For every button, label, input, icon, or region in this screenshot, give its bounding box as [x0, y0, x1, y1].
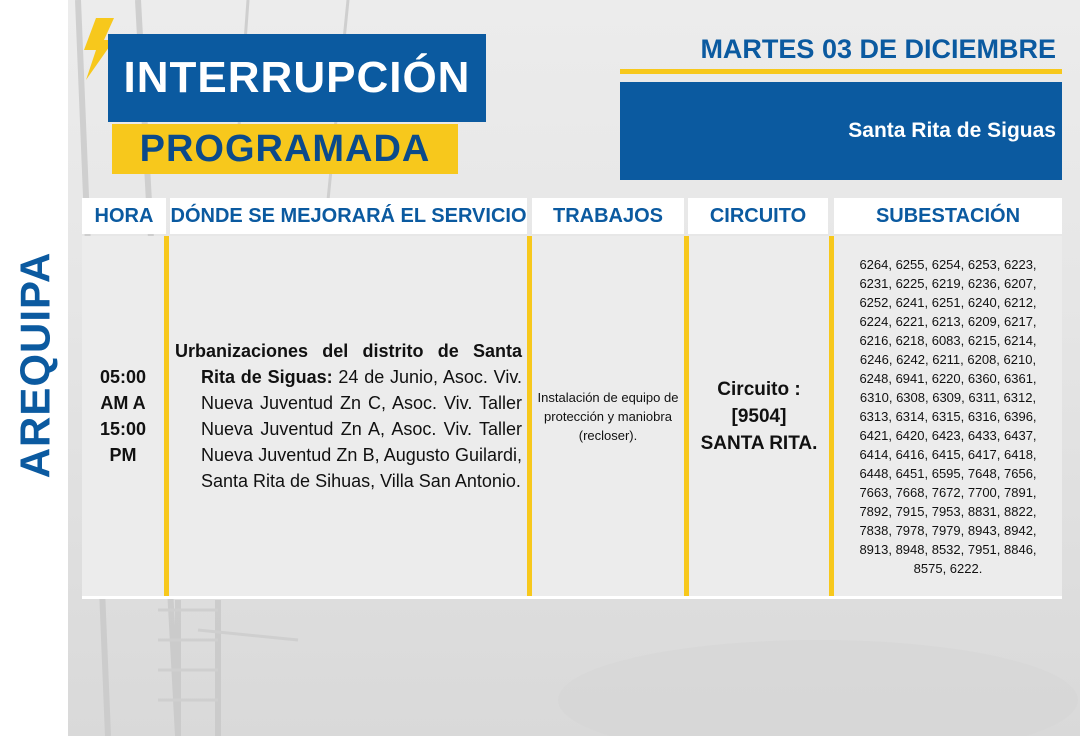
date-underline: [620, 69, 1062, 74]
cell-donde: [169, 236, 528, 596]
donde-bold: Urbanizaciones del distrito de Santa Rita de Siguas:: [175, 341, 522, 387]
region-label: [10, 250, 60, 480]
hora-text: [100, 364, 146, 468]
header-circuito: CIRCUITO: [688, 198, 828, 234]
cell-subestacion: [834, 236, 1062, 596]
place-label: Santa Rita de Siguas: [848, 119, 1056, 142]
title-line1: INTERRUPCIÓN: [108, 34, 486, 122]
donde-text: [169, 338, 528, 494]
header-donde: DÓNDE SE MEJORARÁ EL SERVICIO: [170, 198, 527, 234]
subestacion-text: 6264, 6255, 6254, 6253, 6223, 6231, 6225, 6219, 6236, 6207, 6252, 6241, 6251, 6240, 6212, 6224, 6221, 6213, 6209, 6217, 6216, 6218, 6083, 6215, 6214, 6246, 6242, 6211, 6208, 6210, 6248, 6941, 6220, 6360, 6361, 6310, 6308, 6309, 6311, 6312, 6313, 6314, 6315, 6316, 6396, 6421, 6420, 6423, 6433, 6437, 6414, 6416, 6415, 6417, 6418, 6448, 6451, 6595, 7648, 7656, 7663, 7668, 7672, 7700, 7891, 7892, 7915, 7953, 8831, 8822, 7838, 7978, 7979, 8943, 8942, 8913, 8948, 8532, 7951, 8846, 8575, 6222.: [859, 256, 1037, 576]
trabajos-text: Instalación de equipo de protección y maniobra (recloser).: [537, 389, 679, 443]
hora-line: PM: [109, 445, 137, 465]
hora-line: 15:00: [99, 419, 147, 439]
circuito-line: SANTA RITA.: [700, 432, 818, 454]
circuito-line: Circuito :: [717, 378, 801, 400]
cell-circuito: [689, 236, 829, 596]
date-label: MARTES 03 DE DICIEMBRE: [700, 34, 1056, 64]
header-subestacion: SUBESTACIÓN: [834, 198, 1062, 234]
region-text: AREQUIPA: [11, 251, 59, 479]
hora-line: 05:00: [99, 367, 147, 387]
table-bottom-line: [82, 596, 1062, 599]
header-trabajos: TRABAJOS: [532, 198, 684, 234]
circuito-text: [701, 376, 818, 457]
donde-list: 24 de Junio, Asoc. Viv. Nueva Juventud Zn C, Asoc. Viv. Taller Nueva Juventud Zn A, Asoc. Viv. Taller Nueva Juventud Zn B, Augusto Guilardi, Santa Rita de Sihuas, Villa San Antonio.: [201, 367, 522, 491]
hora-line: AM A: [100, 393, 146, 413]
place-banner: [620, 82, 1062, 180]
cell-trabajos: [532, 236, 684, 596]
circuito-line: [9504]: [731, 405, 787, 427]
header-hora: HORA: [82, 198, 166, 234]
title-line2: PROGRAMADA: [112, 124, 458, 174]
cell-hora: [82, 236, 164, 596]
